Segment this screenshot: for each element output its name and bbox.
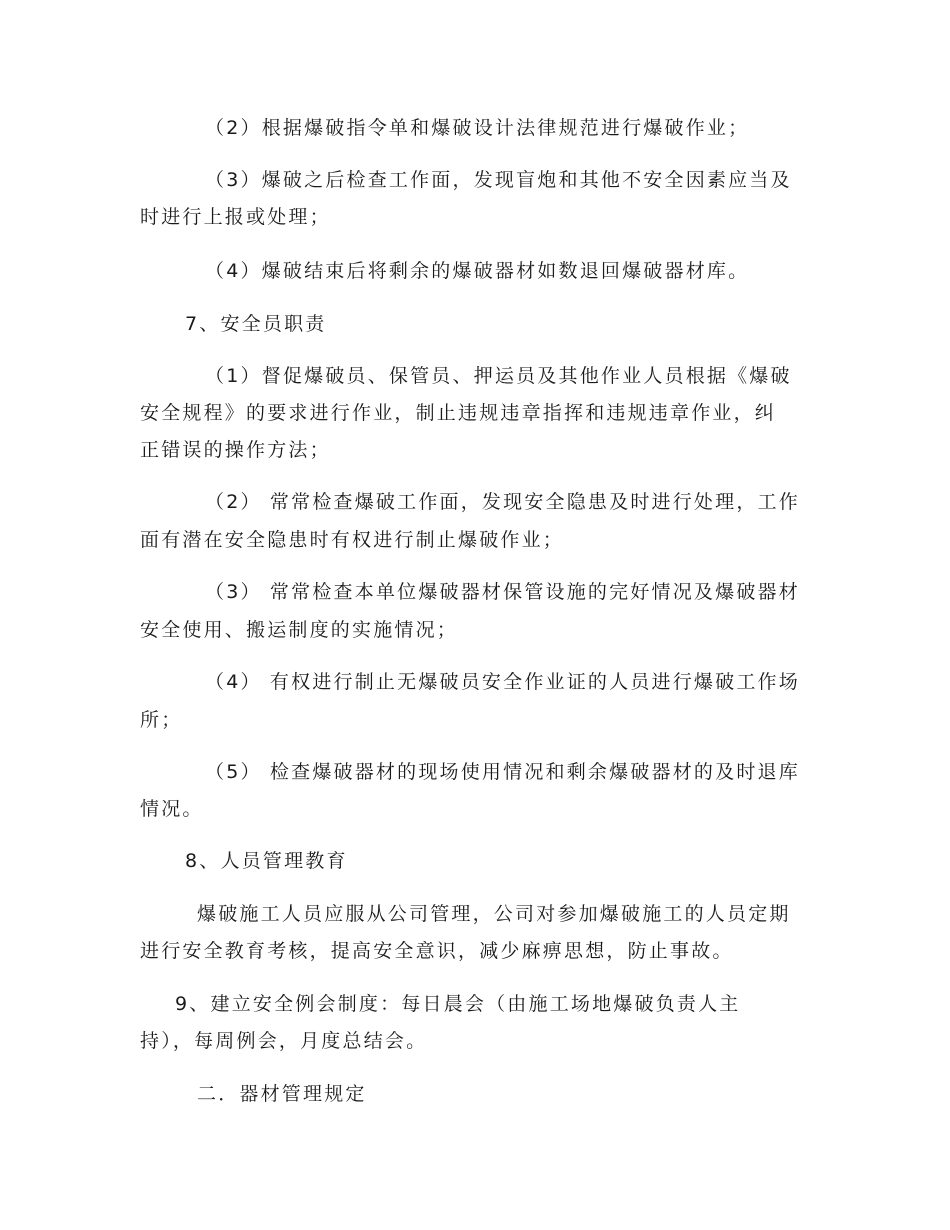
text-line: （4） 有权进行制止无爆破员安全作业证的人员进行爆破工作场 bbox=[205, 671, 800, 693]
text-line: （5） 检查爆破器材的现场使用情况和剩余爆破器材的及时退库 bbox=[205, 761, 800, 783]
text-line: 情况。 bbox=[140, 798, 204, 820]
text-line: 面有潜在安全隐患时有权进行制止爆破作业； bbox=[140, 529, 565, 551]
text-line: （4）爆破结束后将剩余的爆破器材如数退回爆破器材库。 bbox=[205, 260, 750, 282]
text-line: 正错误的操作方法； bbox=[140, 439, 331, 461]
section-heading: 9、建立安全例会制度：每日晨会（由施工场地爆破负责人主 bbox=[175, 993, 741, 1015]
section-heading: 8、人员管理教育 bbox=[185, 850, 348, 872]
text-line: （2） 常常检查爆破工作面，发现安全隐患及时进行处理，工作 bbox=[205, 491, 800, 513]
text-line: 进行安全教育考核，提高安全意识，减少麻痹思想，防止事故。 bbox=[140, 940, 734, 962]
chapter-heading: 二．器材管理规定 bbox=[197, 1083, 367, 1105]
text-line: （1）督促爆破员、保管员、押运员及其他作业人员根据《爆破 bbox=[205, 365, 792, 387]
text-line: 时进行上报或处理； bbox=[140, 206, 331, 228]
section-heading: 7、安全员职责 bbox=[185, 313, 327, 335]
text-line: 安全使用、搬运制度的实施情况； bbox=[140, 619, 459, 641]
text-line: 爆破施工人员应服从公司管理，公司对参加爆破施工的人员定期 bbox=[197, 903, 791, 925]
text-line: （3）爆破之后检查工作面，发现盲炮和其他不安全因素应当及 bbox=[205, 169, 792, 191]
text-line: 安全规程》的要求进行作业，制止违规违章指挥和违规违章作业，纠 bbox=[140, 402, 777, 424]
text-line: （2）根据爆破指令单和爆破设计法律规范进行爆破作业； bbox=[205, 117, 750, 139]
text-line: （3） 常常检查本单位爆破器材保管设施的完好情况及爆破器材 bbox=[205, 581, 800, 603]
text-line: 持），每周例会，月度总结会。 bbox=[140, 1030, 428, 1052]
text-line: 所； bbox=[140, 709, 183, 731]
